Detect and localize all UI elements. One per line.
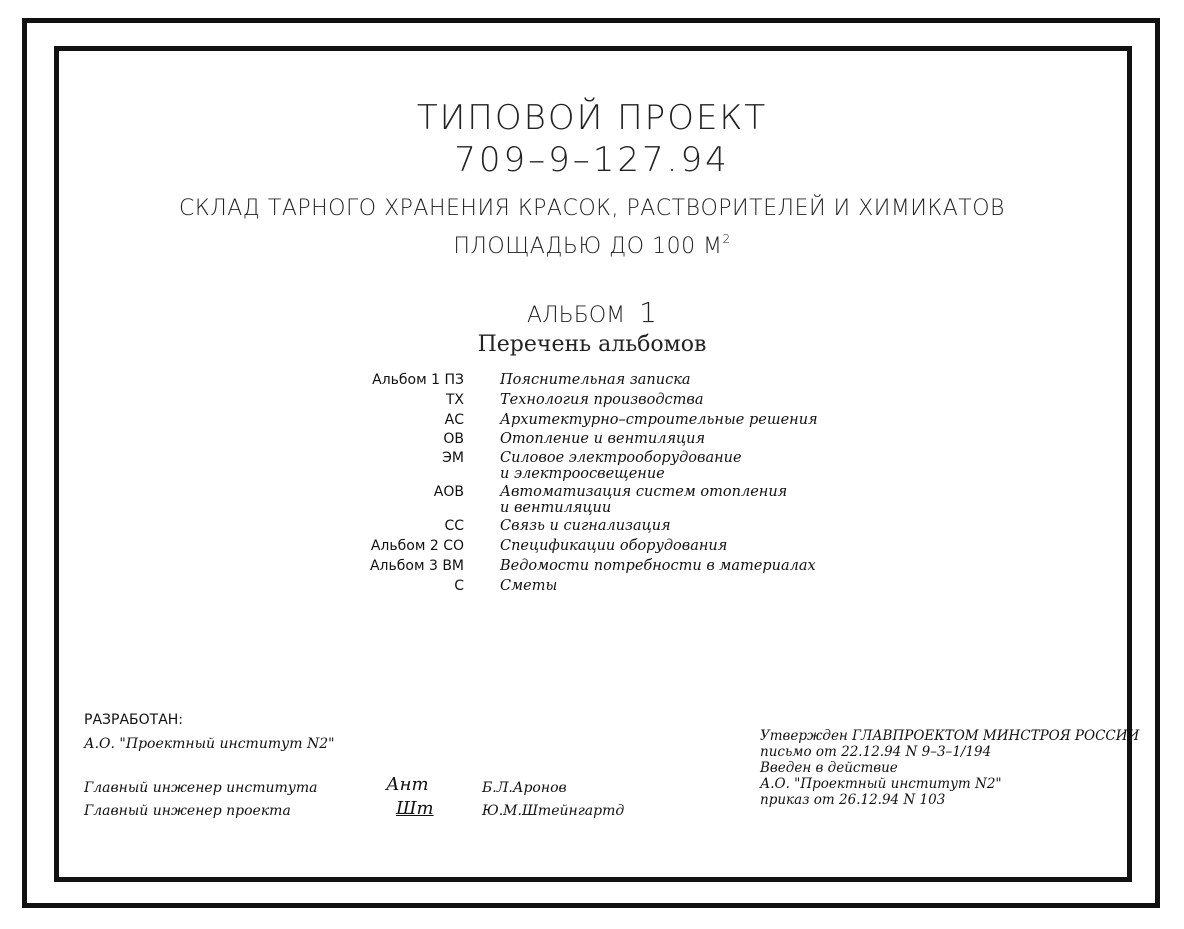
album-desc-line: Технология производства: [500, 392, 704, 408]
album-desc-line: Архитектурно–строительные решения: [500, 412, 818, 428]
approval-line: Введен в действие: [760, 760, 898, 776]
album-desc: [500, 431, 705, 447]
album-desc: [500, 372, 691, 388]
album-desc: [500, 412, 818, 428]
album-desc: [500, 578, 557, 594]
album-desc: [500, 538, 727, 554]
album-code: СС: [444, 518, 464, 534]
albums-list-title: Перечень альбомов: [477, 332, 707, 357]
approval-line: А.О. "Проектный институт N2": [760, 776, 1002, 792]
signature-1: Ант: [386, 774, 429, 795]
album-desc: [500, 392, 703, 408]
album-desc-line: Пояснительная записка: [500, 372, 691, 388]
album-desc-line: Сметы: [500, 578, 558, 594]
album-code: АС: [444, 412, 464, 428]
album-code: ОВ: [443, 431, 464, 447]
album-desc-line: Ведомости потребности в материалах: [500, 558, 816, 574]
album-desc: [500, 558, 816, 574]
signatory-role: Главный инженер проекта: [84, 803, 291, 819]
developer-label: РАЗРАБОТАН:: [84, 712, 184, 728]
album-desc: [500, 518, 671, 534]
project-subject: СКЛАД ТАРНОГО ХРАНЕНИЯ КРАСОК, РАСТВОРИТЕЛЕЙ И ХИМИКАТОВ: [179, 196, 1005, 221]
album-desc-line: Отопление и вентиляция: [500, 431, 706, 447]
album-code: ТХ: [445, 392, 464, 408]
signature-2: Шт: [396, 798, 434, 819]
approval-line: Утвержден ГЛАВПРОЕКТОМ МИНСТРОЯ РОССИИ: [760, 728, 1140, 744]
album-desc-line: Автоматизация систем отопления: [500, 484, 788, 500]
album-desc-line: и электроосвещение: [500, 466, 665, 482]
project-area: [0, 232, 1184, 259]
developer-org: А.О. "Проектный институт N2": [84, 736, 335, 752]
album-desc-line: Силовое электрооборудование: [500, 450, 742, 466]
album-heading: [0, 296, 1184, 329]
approval-line: письмо от 22.12.94 N 9–3–1/194: [760, 744, 992, 760]
signatory-name: Ю.М.Штейнгартд: [482, 803, 625, 819]
project-area-sup: 2: [722, 232, 731, 246]
album-code: ЭМ: [442, 450, 464, 466]
album-label: АЛЬБОМ: [527, 303, 626, 328]
signatory-role: Главный инженер института: [84, 780, 318, 796]
project-area-text: ПЛОЩАДЬЮ ДО 100 М: [453, 234, 723, 259]
album-code: Альбом 1 ПЗ: [372, 372, 464, 388]
album-desc-line: Спецификации оборудования: [500, 538, 728, 554]
album-desc-line: Связь и сигнализация: [500, 518, 671, 534]
album-desc: [500, 450, 742, 482]
album-code: Альбом 3 ВМ: [369, 558, 464, 574]
album-desc: [500, 484, 787, 516]
approval-line: приказ от 26.12.94 N 103: [760, 792, 946, 808]
album-code: АОВ: [433, 484, 464, 500]
album-code: С: [454, 578, 464, 594]
project-number: 709–9–127.94: [454, 140, 730, 180]
album-desc-line: и вентиляции: [500, 500, 612, 516]
doc-title: ТИПОВОЙ ПРОЕКТ: [416, 98, 768, 138]
signatory-name: Б.Л.Аронов: [482, 780, 567, 796]
album-code: Альбом 2 СО: [370, 538, 464, 554]
album-number: 1: [639, 296, 657, 329]
